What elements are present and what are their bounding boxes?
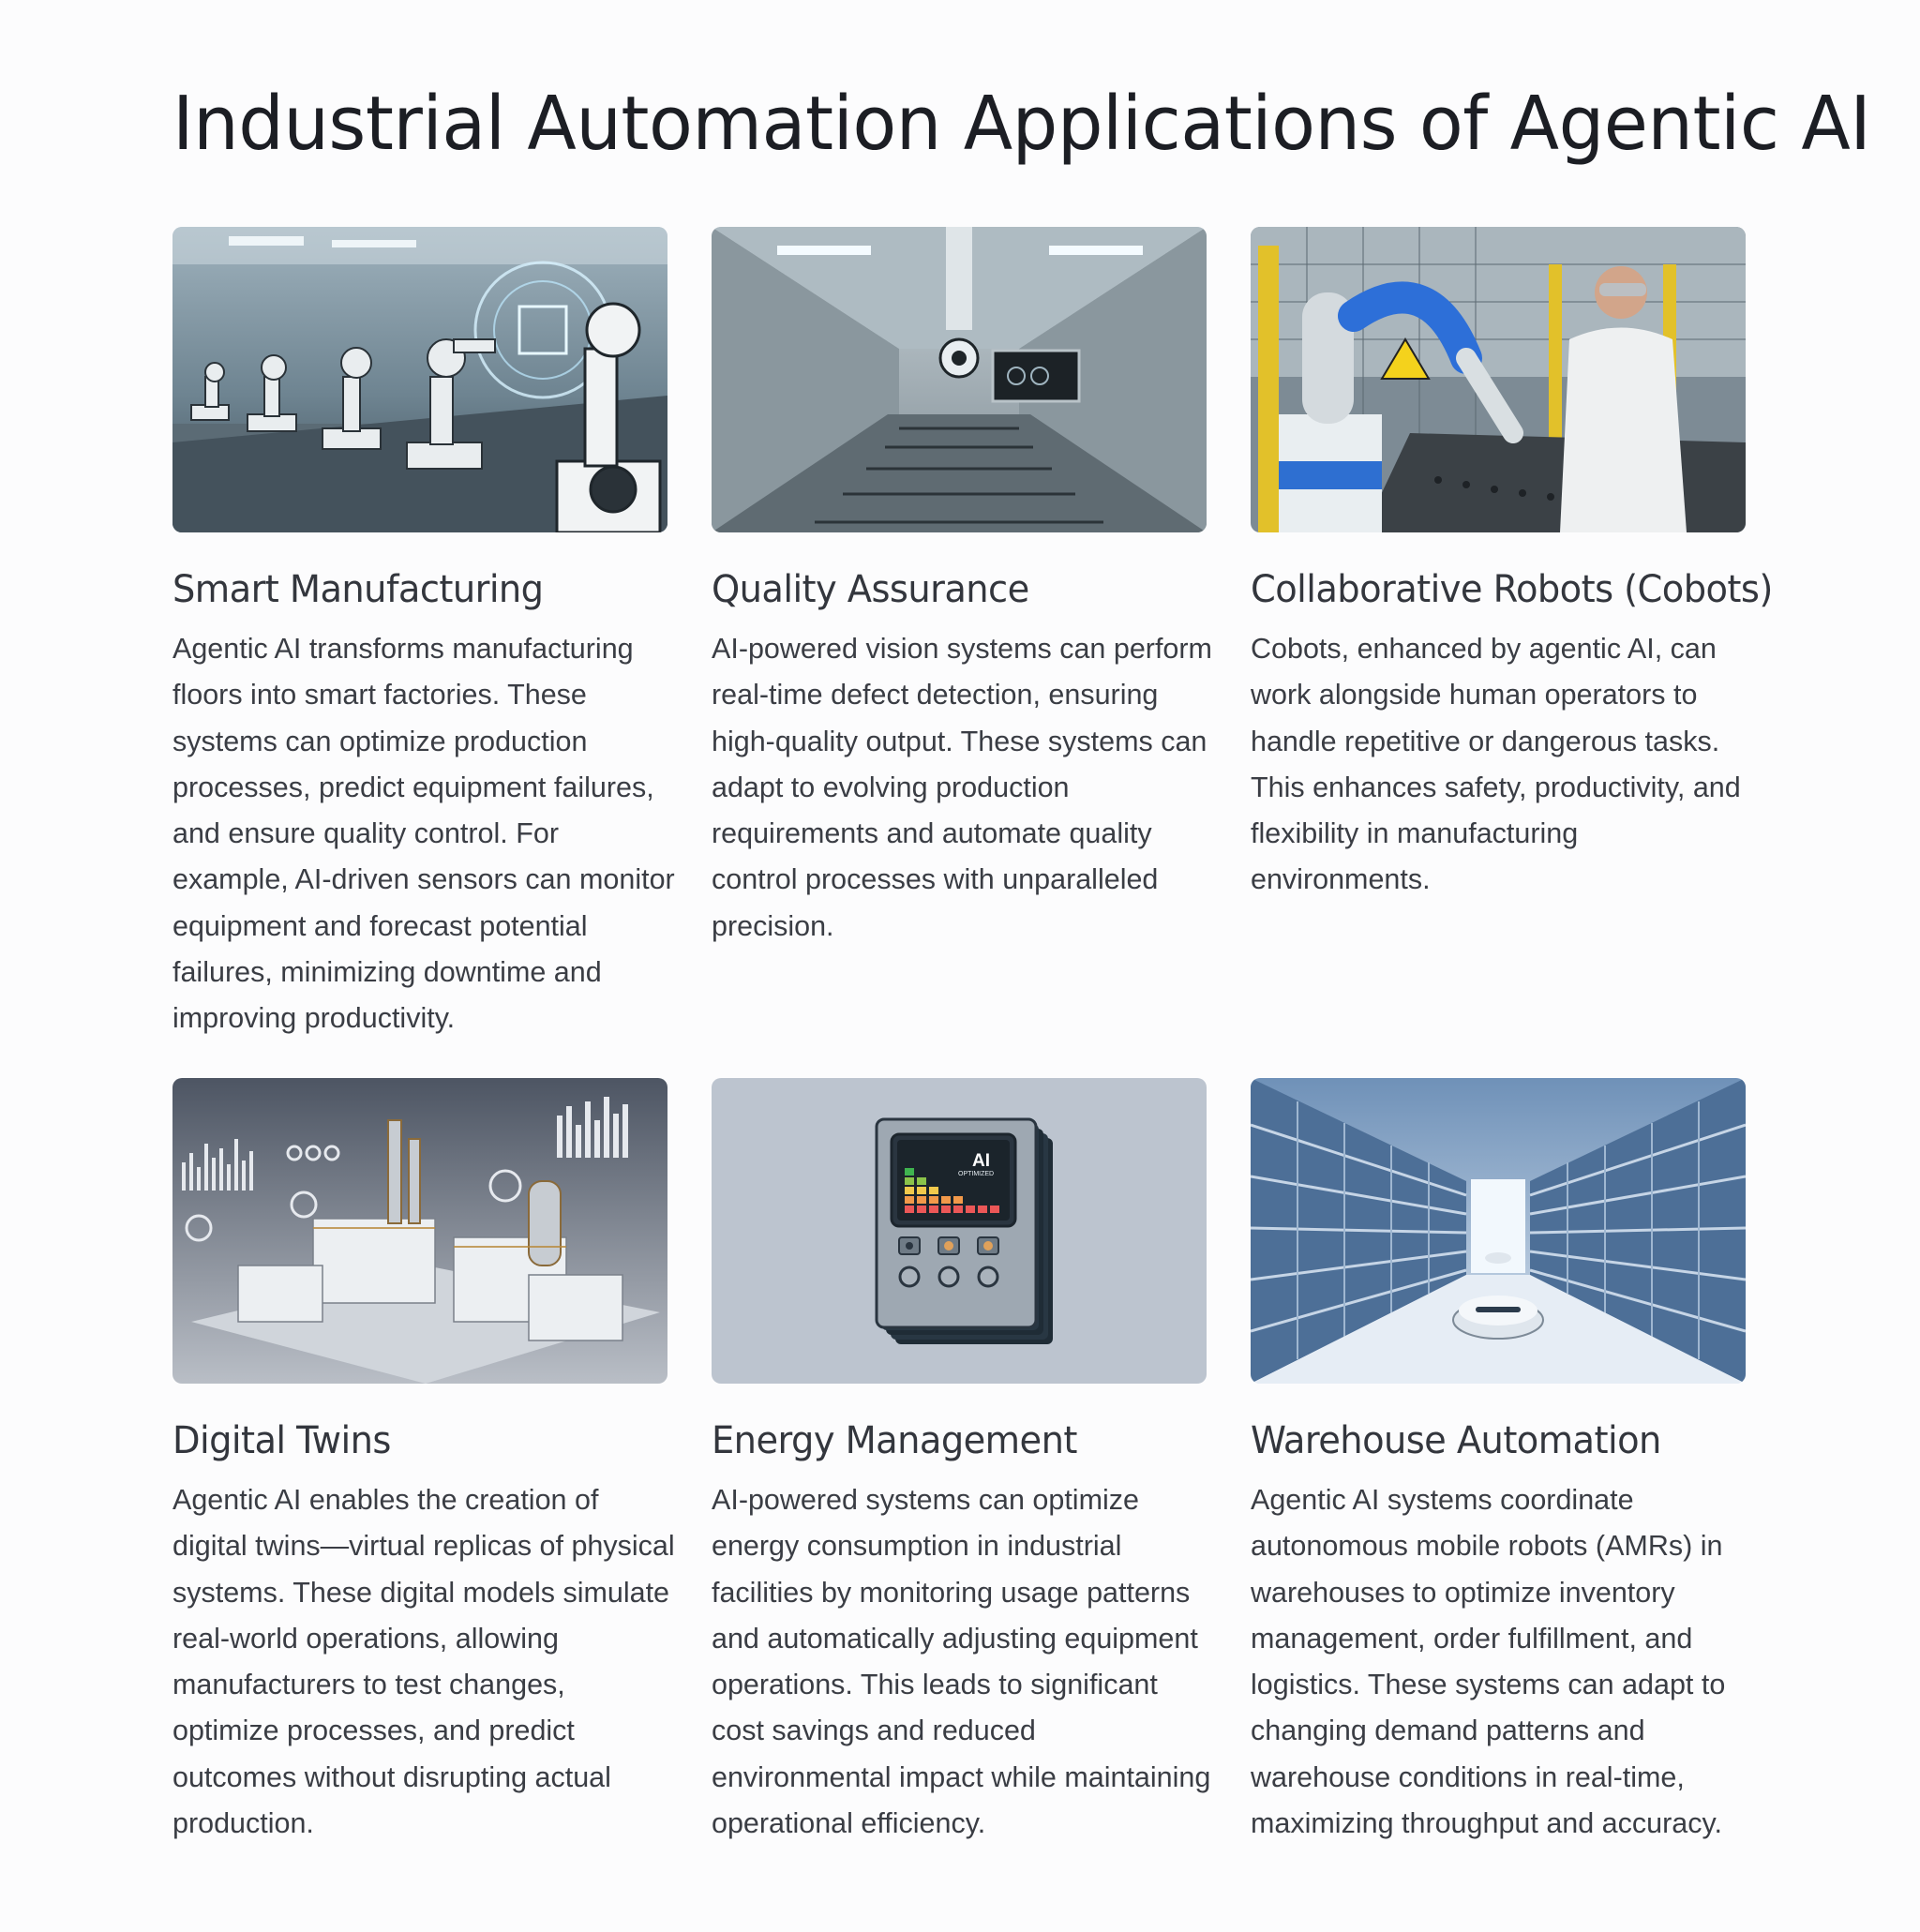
panel-label: AI xyxy=(972,1151,990,1171)
cobot-illustration xyxy=(1251,227,1746,532)
card-energy-management xyxy=(712,1078,1211,1922)
warehouse-amr-aisle-image xyxy=(1251,1078,1746,1384)
digital-twin-illustration xyxy=(172,1078,668,1384)
digital-twin-factory-dashboard-image xyxy=(172,1078,668,1384)
card-description: Agentic AI transforms manufacturing floors into smart factories. These systems can optimize production processes, predict equipment failures, and ensure quality control. For example, AI-driven sensors can monitor equipment and forecast potential failures, minimizing downtime and improving productivity. xyxy=(172,633,675,1035)
card-digital-twins xyxy=(172,1078,675,1922)
card-description: Agentic AI systems coordinate autonomous mobile robots (AMRs) in warehouses to optimize inventory management, order fulfillment, and logistics. These systems can adapt to changing demand patterns and warehouse conditions in real-time, maximizing throughput and accuracy. xyxy=(1251,1484,1726,1840)
page-title: Industrial Automation Applications of Agentic AI xyxy=(172,81,1871,167)
card-description: AI-powered vision systems can perform real-time defect detection, ensuring high-quality output. These systems can adapt to evolving production requirements and automate quality control processes with unparalleled precision. xyxy=(712,633,1212,942)
applications-grid xyxy=(172,227,1773,1922)
conveyor-inspection-illustration xyxy=(712,227,1207,532)
card-smart-manufacturing xyxy=(172,227,675,1078)
cobot-with-human-operator-image xyxy=(1251,227,1746,532)
card-quality-assurance xyxy=(712,227,1212,1078)
vision-inspection-conveyor-image xyxy=(712,227,1207,532)
robotic-arms-illustration xyxy=(172,227,668,532)
robotic-arms-assembly-line-image xyxy=(172,227,668,532)
card-title: Quality Assurance xyxy=(712,568,1029,611)
card-title: Energy Management xyxy=(712,1419,1077,1462)
energy-control-panel-image xyxy=(712,1078,1207,1384)
card-description: AI-powered systems can optimize energy consumption in industrial facilities by monitoring usage patterns and automatically adjusting equipment operations. This leads to significant cost savings and reduced environmental impact while maintaining operational efficiency. xyxy=(712,1484,1211,1840)
warehouse-aisle-illustration xyxy=(1251,1078,1746,1384)
card-description: Agentic AI enables the creation of digital twins—virtual replicas of physical systems. These digital models simulate real-world operations, allowing manufacturers to test changes, optimize processes, and predict outcomes without disrupting actual production. xyxy=(172,1484,675,1840)
card-warehouse-automation xyxy=(1251,1078,1746,1922)
card-title: Collaborative Robots (Cobots) xyxy=(1251,568,1773,611)
card-title: Digital Twins xyxy=(172,1419,391,1462)
panel-sublabel: OPTIMIZED xyxy=(958,1171,995,1177)
card-title: Smart Manufacturing xyxy=(172,568,544,611)
card-title: Warehouse Automation xyxy=(1251,1419,1661,1462)
card-collaborative-robots xyxy=(1251,227,1773,1078)
energy-panel-illustration xyxy=(712,1078,1207,1384)
card-description: Cobots, enhanced by agentic AI, can work alongside human operators to handle repetitive or dangerous tasks. This enhances safety, productivity, and flexibility in manufacturing environments. xyxy=(1251,633,1741,896)
